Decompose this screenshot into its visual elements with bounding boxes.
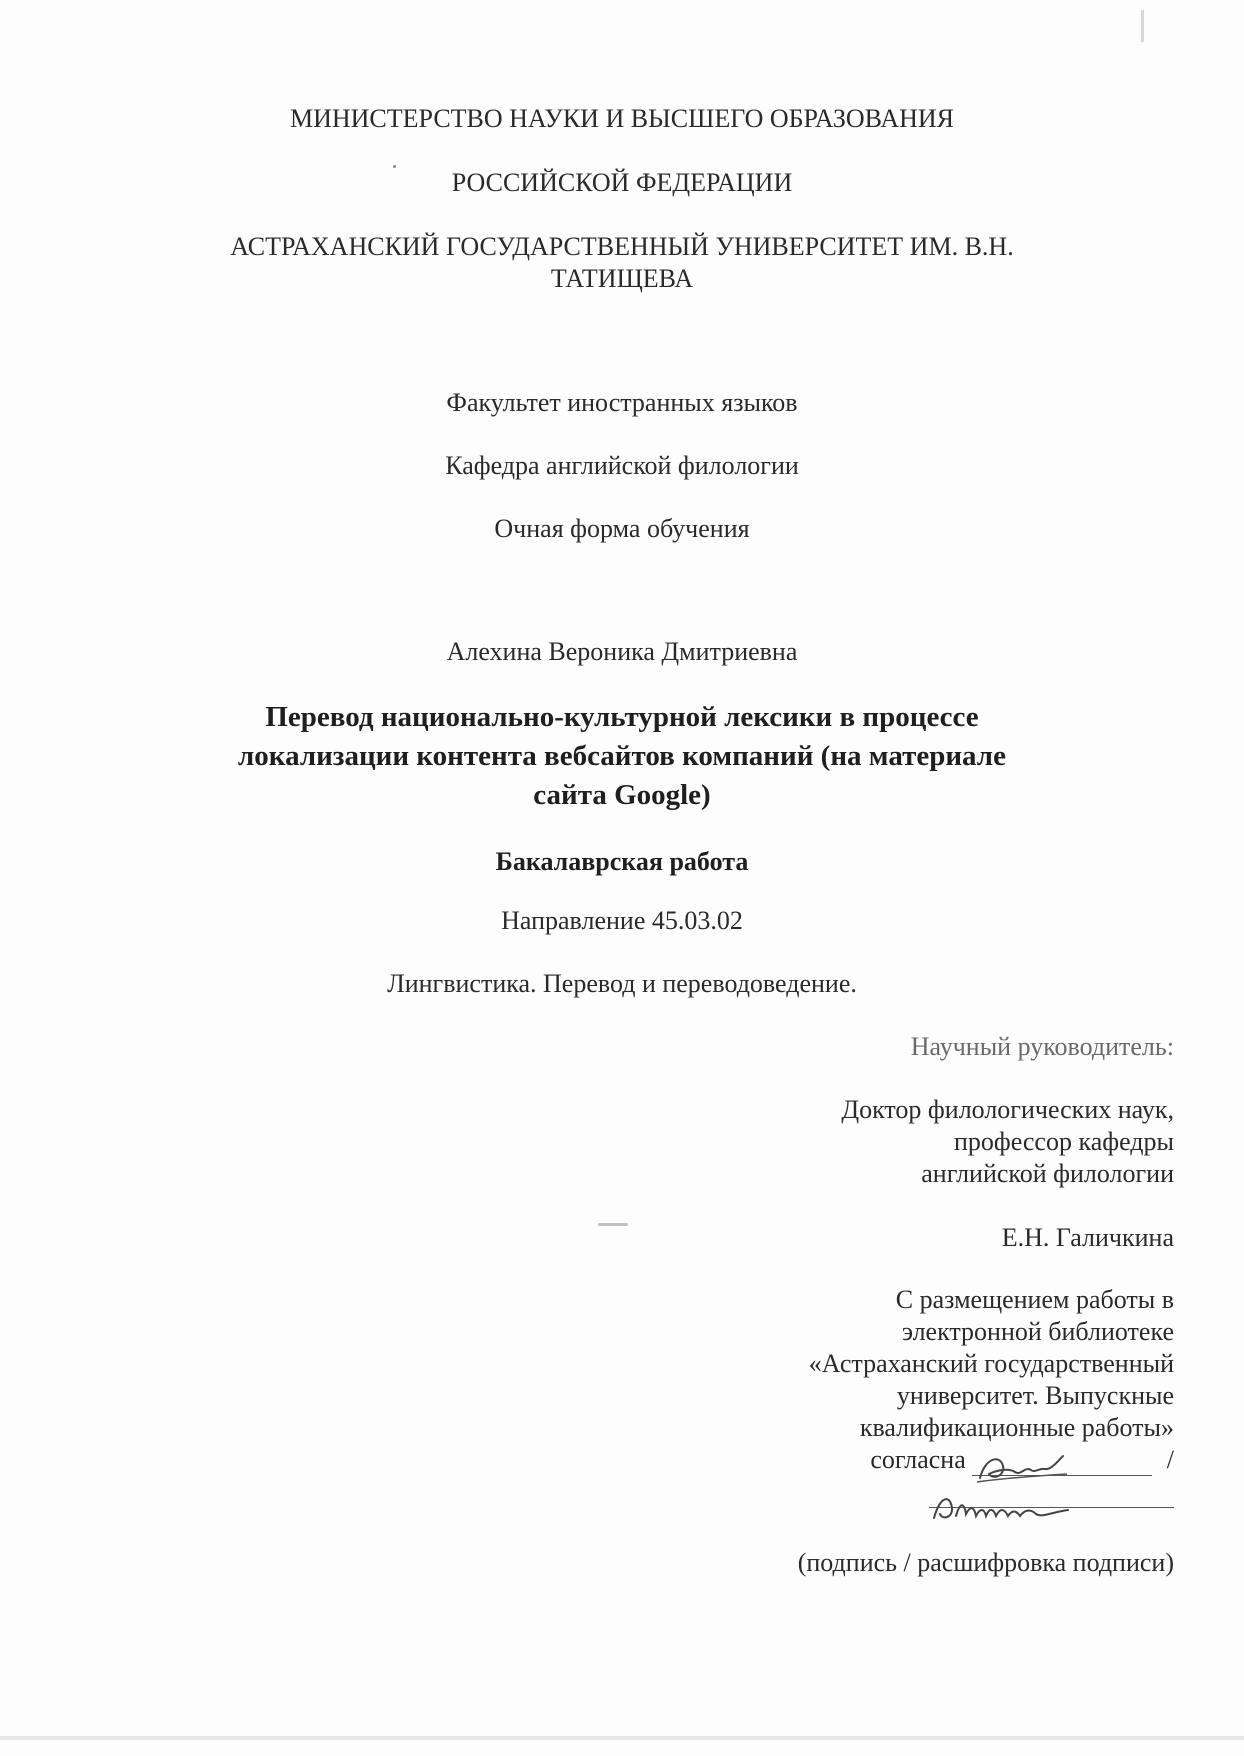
consent-agree-label: согласна [870,1445,966,1474]
supervisor-degree-line-1: Доктор филологических наук, [841,1095,1174,1124]
author-name: Алехина Вероника Дмитриевна [446,637,798,666]
supervisor-degree [654,1094,1174,1190]
consent-line-2: электронной библиотеке [901,1317,1174,1346]
supervisor-name: Е.Н. Галичкина [1001,1223,1174,1252]
consent-line-5: квалификационные работы» [859,1413,1174,1442]
thesis-title-line-3: сайта Google) [533,779,711,811]
consent-slash: / [1166,1445,1174,1474]
handwritten-signature [975,1448,1070,1488]
thesis-title-line-1: Перевод национально-культурной лексики в процессе [265,701,979,733]
department-name: Кафедра английской филологии [445,451,799,480]
supervisor-degree-line-2: профессор кафедры [953,1127,1174,1156]
supervisor-degree-line-3: английской филологии [921,1159,1174,1188]
signature-caption: (подпись / расшифровка подписи) [797,1548,1174,1577]
study-form: Очная форма обучения [494,514,750,543]
specialty-name: Лингвистика. Перевод и переводоведение. [387,969,857,998]
supervisor-heading: Научный руководитель: [910,1032,1174,1061]
consent-line-1: С размещением работы в [895,1285,1174,1314]
consent-block [654,1284,1174,1516]
ministry-line-1: МИНИСТЕРСТВО НАУКИ И ВЫСШЕГО ОБРАЗОВАНИЯ [289,104,954,133]
thesis-type: Бакалаврская работа [495,847,749,876]
consent-line-4: университет. Выпускные [896,1381,1174,1410]
faculty-name: Факультет иностранных языков [446,388,798,417]
consent-line-3: «Астраханский государственный [808,1349,1174,1378]
ministry-line-2: РОССИЙСКОЙ ФЕДЕРАЦИИ [451,168,793,197]
signature-decode-row [654,1476,1174,1516]
university-line-2: ТАТИЩЕВА [550,264,694,293]
direction-code: Направление 45.03.02 [501,906,743,935]
scan-edge-mark [1141,10,1144,42]
handwritten-name [928,1488,1078,1528]
thesis-title-line-2: локализации контента вебсайтов компаний (на материале [238,740,1006,772]
scan-bottom-edge [0,1736,1244,1740]
university-line-1: АСТРАХАНСКИЙ ГОСУДАРСТВЕННЫЙ УНИВЕРСИТЕТ ИМ. В.Н. [230,232,1014,261]
consent-agree-row [654,1444,1174,1476]
scan-smudge [598,1223,628,1226]
